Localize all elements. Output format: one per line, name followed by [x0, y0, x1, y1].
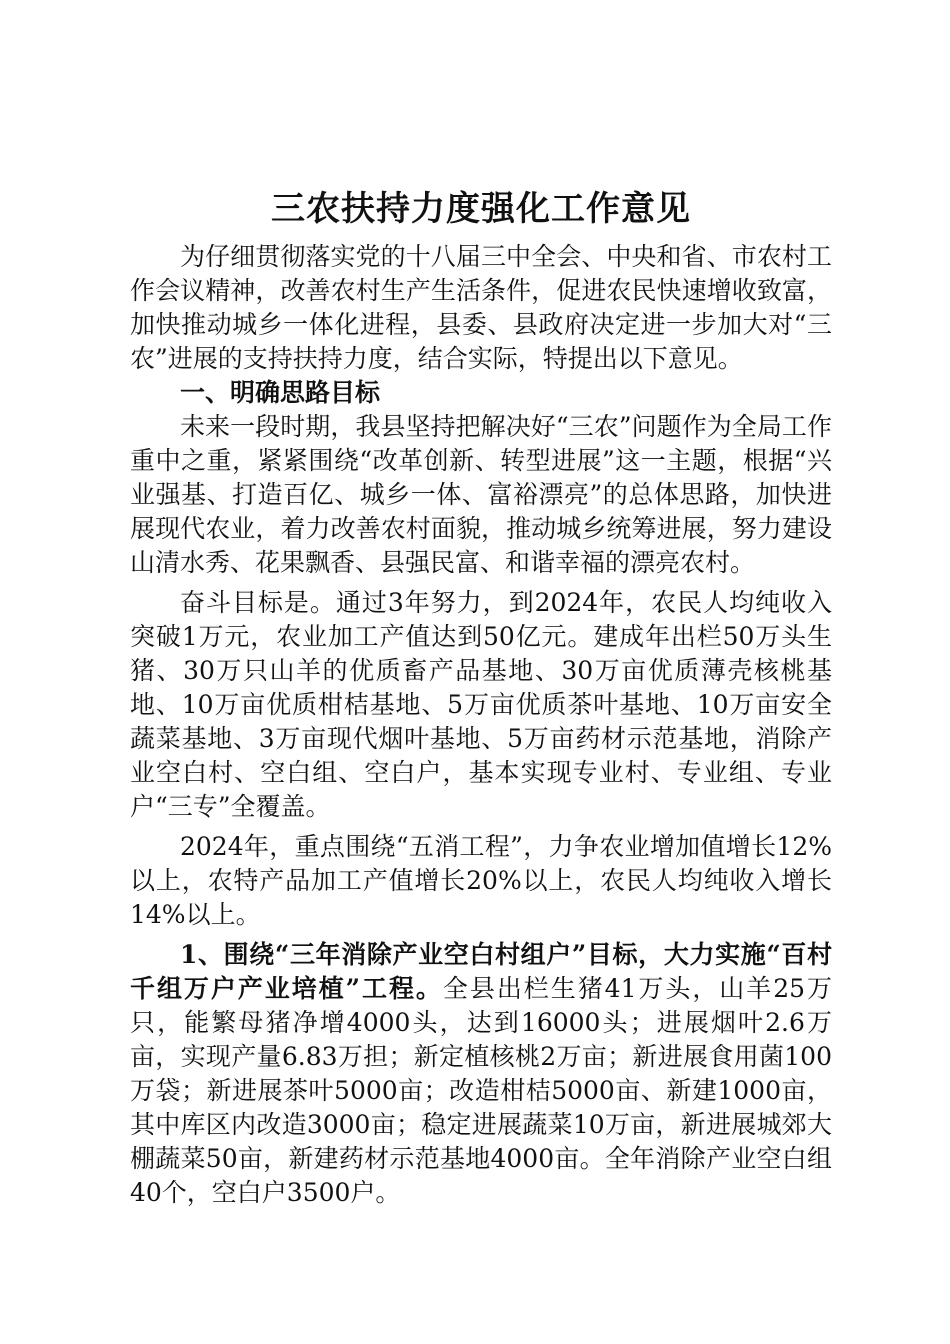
goals-paragraph: 未来一段时期，我县坚持把解决好“三农”问题作为全局工作重中之重，紧紧围绕“改革创新、转型进展”这一主题，根据“兴业强基、打造百亿、城乡一体、富裕漂亮”的总体思路，加快进展现代农业，着力改善农村面貌，推动城乡统筹进展，努力建设山清水秀、花果飘香、县强民富、和谐幸福的漂亮农村。: [130, 412, 832, 577]
document-page: [130, 186, 832, 1210]
intro-paragraph: 为仔细贯彻落实党的十八届三中全会、中央和省、市农村工作会议精神，改善农村生产生活条件，促进农民快速增收致富，加快推动城乡一体化进程，县委、县政府决定进一步加大对“三农”进展的支持扶持力度，结合实际，特提出以下意见。: [130, 242, 832, 373]
section-heading-goals: 一、明确思路目标: [180, 378, 381, 407]
targets-paragraph: 奋斗目标是。通过3年努力，到2024年，农民人均纯收入突破1万元，农业加工产值达到50亿元。建成年出栏50万头生猪、30万只山羊的优质畜产品基地、30万亩优质薄壳核桃基地、10万亩优质柑桔基地、5万亩优质茶叶基地、10万亩安全蔬菜基地、3万亩现代烟叶基地、5万亩药材示范基地，消除产业空白村、空白组、空白户，基本实现专业村、专业组、专业户“三专”全覆盖。: [130, 588, 832, 821]
item-1-lead: 1、围绕“三年消除产业空白村组户”目标，大力实施“百村千组万户产业培植”工程。: [130, 940, 832, 1003]
annual-focus-paragraph: 2024年，重点围绕“五消工程”，力争农业增加值增长12%以上，农特产品加工产值增长20%以上，农民人均纯收入增长14%以上。: [130, 832, 832, 929]
item-1-body: 全县出栏生猪41万头，山羊25万只，能繁母猪净增4000头，达到16000头；进展烟叶2.6万亩，实现产量6.83万担；新定植核桃2万亩；新进展食用菌100万袋；新进展茶叶5000亩；改造柑桔5000亩、新建1000亩，其中库区内改造3000亩；稳定进展蔬菜10万亩，新进展城郊大棚蔬菜50亩，新建药材示范基地4000亩。全年消除产业空白组40个，空白户3500户。: [130, 974, 833, 1207]
document-title: 三农扶持力度强化工作意见: [271, 189, 691, 229]
item-1-paragraph: [130, 938, 832, 1210]
